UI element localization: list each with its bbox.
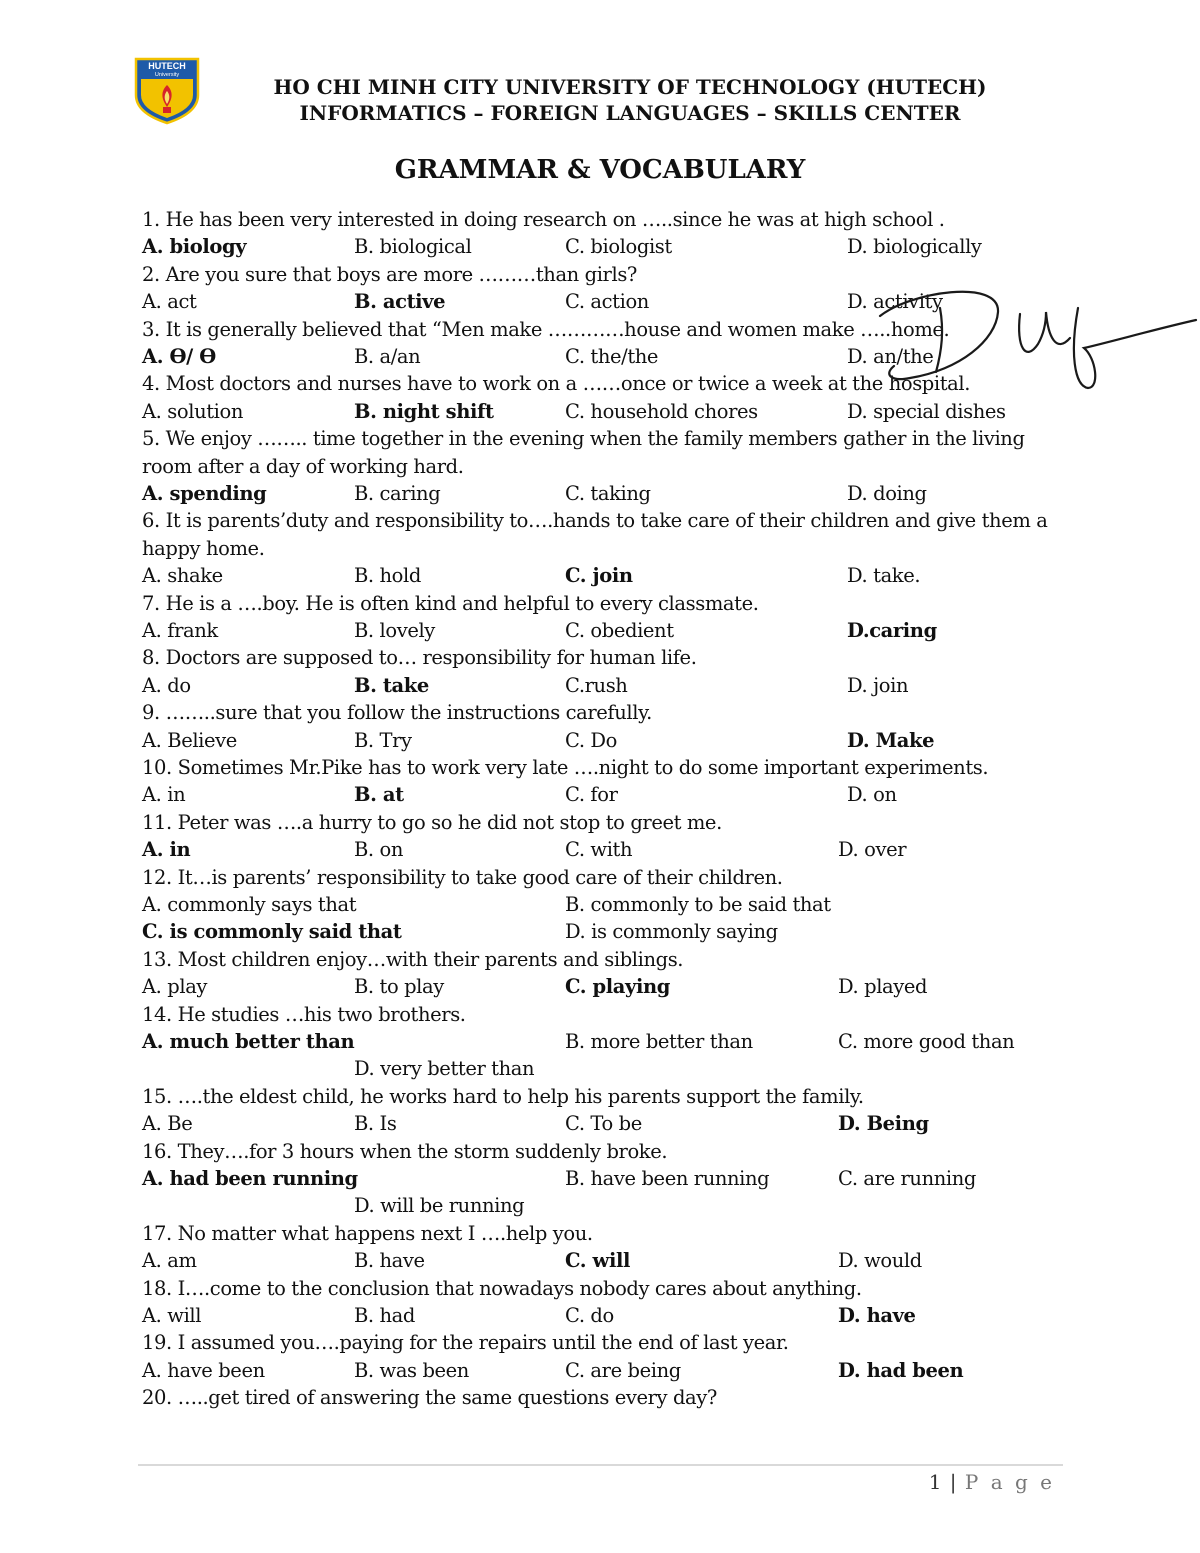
answer-option: A. shake: [142, 564, 223, 588]
answer-option: C. action: [565, 290, 649, 314]
answer-options-row: [142, 398, 1072, 425]
answer-option: B. was been: [354, 1358, 469, 1382]
answer-option: D. an/the: [847, 345, 934, 368]
answer-option: C. household chores: [565, 399, 758, 423]
university-name: HO CHI MINH CITY UNIVERSITY OF TECHNOLOGY (HUTECH): [273, 75, 987, 99]
question-text: 14. He studies …his two brothers.: [142, 1002, 466, 1026]
question-text: 16. They….for 3 hours when the storm suddenly broke.: [142, 1139, 668, 1163]
correct-answer-option: B. active: [354, 290, 446, 314]
answer-option: A. Be: [142, 1112, 193, 1136]
answer-options-row: [142, 836, 1072, 863]
answer-option: D. join: [847, 673, 909, 697]
answer-option: C. for: [565, 783, 618, 807]
answer-option: B. to play: [354, 975, 444, 999]
answer-option: C. more good than: [838, 1029, 1015, 1053]
correct-answer-option: A. had been running: [142, 1166, 358, 1190]
correct-answer-option: D. had been: [838, 1358, 964, 1382]
document-header: [200, 74, 1060, 126]
answer-options-row: [142, 781, 1072, 808]
answer-option: D. activity: [847, 290, 943, 314]
answer-option: A. do: [142, 673, 191, 697]
question-list: [142, 206, 1072, 1412]
answer-option: C. the/the: [565, 345, 659, 368]
answer-option: D. on: [847, 783, 897, 807]
answer-option: B. on: [354, 838, 404, 862]
answer-option: A. frank: [142, 619, 218, 642]
page-separator: |: [949, 1470, 958, 1494]
correct-answer-option: A. Ɵ/ Ɵ: [142, 345, 216, 368]
answer-options-row: [142, 233, 1072, 260]
answer-options-row: [142, 562, 1072, 589]
answer-option: A. commonly says that: [142, 892, 357, 916]
answer-options-row: [142, 1165, 1072, 1192]
answer-options-row: [142, 727, 1072, 754]
answer-option: A. act: [142, 290, 197, 314]
answer-option: D. will be running: [354, 1194, 525, 1218]
correct-answer-option: D. Make: [847, 728, 935, 752]
answer-options-row: [142, 918, 1072, 945]
correct-answer-option: B. take: [354, 673, 429, 697]
answer-option: B. hold: [354, 564, 421, 588]
question-text: 13. Most children enjoy…with their parents and siblings.: [142, 947, 684, 971]
question-text: 2. Are you sure that boys are more ………than girls?: [142, 262, 637, 286]
answer-options-row: [142, 1192, 1072, 1219]
question-text: 15. ….the eldest child, he works hard to help his parents support the family.: [142, 1084, 864, 1108]
answer-options-row: [142, 1357, 1072, 1384]
page-title: GRAMMAR & VOCABULARY: [394, 155, 806, 185]
answer-option: A. will: [142, 1303, 202, 1327]
answer-option: A. in: [142, 783, 186, 807]
answer-option: B. have been running: [565, 1166, 770, 1190]
answer-option: B. commonly to be said that: [565, 892, 831, 916]
answer-option: D. played: [838, 975, 928, 999]
logo-subtext: University: [154, 72, 180, 78]
answer-option: D. take.: [847, 564, 921, 588]
answer-option: B. lovely: [354, 619, 435, 642]
correct-answer-option: D.caring: [847, 619, 937, 642]
answer-options-row: [142, 672, 1072, 699]
answer-option: C. Do: [565, 728, 617, 752]
correct-answer-option: C. will: [565, 1249, 630, 1273]
answer-options-row: [142, 480, 1072, 507]
answer-option: B. a/an: [354, 345, 421, 368]
answer-option: C. To be: [565, 1112, 642, 1136]
answer-option: D. biologically: [847, 235, 982, 259]
answer-option: D. over: [838, 838, 907, 862]
answer-option: D. special dishes: [847, 399, 1006, 423]
answer-option: D. is commonly saying: [565, 920, 778, 944]
question-text: 10. Sometimes Mr.Pike has to work very late ….night to do some important experiments.: [142, 755, 989, 779]
page-label: P a g e: [964, 1470, 1055, 1494]
answer-option: B. Try: [354, 728, 412, 752]
question-text: 19. I assumed you….paying for the repairs until the end of last year.: [142, 1331, 789, 1355]
correct-answer-option: A. much better than: [142, 1029, 355, 1053]
answer-option: D. doing: [847, 482, 927, 505]
answer-option: A. am: [142, 1249, 197, 1273]
question-text: 12. It…is parents’ responsibility to take good care of their children.: [142, 865, 783, 889]
answer-option: D. very better than: [354, 1057, 535, 1081]
answer-option: C. with: [565, 838, 633, 862]
question-text: 20. …..get tired of answering the same questions every day?: [142, 1386, 717, 1410]
answer-options-row: [142, 1247, 1072, 1274]
question-text: 5. We enjoy …….. time together in the evening when the family members gather in the living room after a day of working hard.: [142, 427, 1025, 478]
correct-answer-option: C. join: [565, 564, 633, 588]
question-text: 9. ……..sure that you follow the instructions carefully.: [142, 701, 652, 725]
correct-answer-option: A. in: [142, 838, 191, 862]
page-number: 1: [928, 1470, 943, 1494]
question-text: 18. I….come to the conclusion that nowadays nobody cares about anything.: [142, 1276, 862, 1300]
hutech-logo: [132, 55, 202, 125]
answer-option: B. had: [354, 1303, 415, 1327]
answer-option: C.rush: [565, 673, 628, 697]
answer-options-row: [142, 617, 1072, 644]
question-text: 7. He is a ….boy. He is often kind and helpful to every classmate.: [142, 591, 759, 615]
correct-answer-option: D. Being: [838, 1112, 929, 1136]
correct-answer-option: B. at: [354, 783, 404, 807]
answer-option: B. have: [354, 1249, 425, 1273]
answer-option: A. have been: [142, 1358, 265, 1382]
answer-option: B. Is: [354, 1112, 397, 1136]
question-text: 3. It is generally believed that “Men make …………house and women make …..home.: [142, 317, 950, 341]
answer-option: C. biologist: [565, 235, 672, 259]
answer-options-row: [142, 288, 1072, 315]
logo-text: HUTECH: [148, 61, 186, 71]
footer-divider: [138, 1464, 1063, 1466]
answer-options-row: [142, 1110, 1072, 1137]
answer-option: A. solution: [142, 399, 243, 423]
answer-option: C. are being: [565, 1358, 681, 1382]
answer-option: C. are running: [838, 1166, 976, 1190]
answer-option: C. taking: [565, 482, 651, 505]
correct-answer-option: C. playing: [565, 975, 670, 999]
answer-options-row: [142, 1302, 1072, 1329]
question-text: 1. He has been very interested in doing research on …..since he was at high school .: [142, 208, 945, 231]
answer-option: A. Believe: [142, 728, 237, 752]
answer-option: B. more better than: [565, 1029, 753, 1053]
answer-option: B. biological: [354, 235, 472, 259]
answer-options-row: [142, 973, 1072, 1000]
answer-option: B. caring: [354, 482, 441, 505]
answer-option: D. would: [838, 1249, 922, 1273]
answer-options-row: [142, 1028, 1072, 1055]
answer-options-row: [142, 1055, 1072, 1082]
question-text: 8. Doctors are supposed to… responsibility for human life.: [142, 646, 697, 670]
correct-answer-option: A. biology: [142, 235, 247, 259]
question-text: 6. It is parents’duty and responsibility to….hands to take care of their children and give them a happy home.: [142, 509, 1048, 560]
correct-answer-option: B. night shift: [354, 399, 494, 423]
answer-option: C. do: [565, 1303, 614, 1327]
answer-option: A. play: [142, 975, 208, 999]
answer-options-row: [142, 891, 1072, 918]
center-name: INFORMATICS – FOREIGN LANGUAGES – SKILLS CENTER: [299, 101, 961, 125]
correct-answer-option: A. spending: [142, 482, 267, 505]
answer-option: C. obedient: [565, 619, 674, 642]
page-footer: [929, 1470, 1055, 1494]
answer-options-row: [142, 343, 1072, 370]
question-text: 11. Peter was ….a hurry to go so he did not stop to greet me.: [142, 810, 722, 834]
correct-answer-option: D. have: [838, 1303, 916, 1327]
question-text: 4. Most doctors and nurses have to work on a ……once or twice a week at the hospital.: [142, 372, 971, 396]
question-text: 17. No matter what happens next I ….help you.: [142, 1221, 593, 1245]
correct-answer-option: C. is commonly said that: [142, 920, 402, 944]
